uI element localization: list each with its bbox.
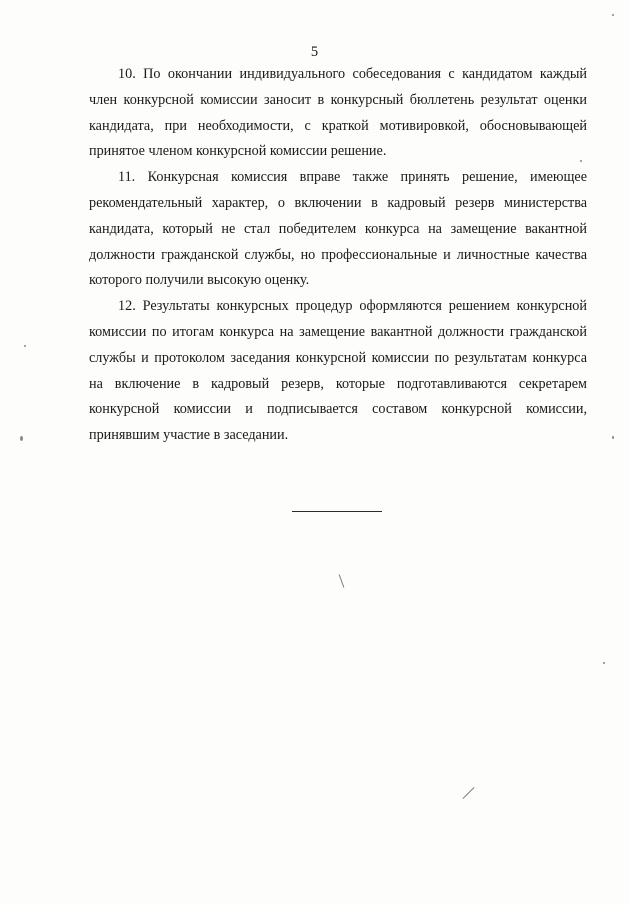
paragraph-12: 12. Результаты конкурсных процедур оформляются решением конкурсной комиссии по итогам конкурса на замещение вакантной должности гражданской службы и протоколом заседания конкурсной комиссии по результатам конкурса на включение в кадровый резерв, которые подготавливаются секретарем конкурсной комиссии и подписывается составом конкурсной комиссии, принявшим участие в заседании. [89, 298, 587, 444]
paragraph-10: 10. По окончании индивидуального собеседования с кандидатом каждый член конкурсной комиссии заносит в конкурсный бюллетень результат оценки кандидата, при необходимости, с краткой мотивировкой, обосновывающей принятое членом конкурсной комиссии решение. [89, 66, 587, 160]
paragraph-11: 11. Конкурсная комиссия вправе также принять решение, имеющее рекомендательный характер, о включении в кадровый резерв министерства кандидата, который не стал победителем конкурса на замещение вакантной должности гражданской службы, но профессиональные и личностные качества которого получили высокую оценку. [89, 169, 587, 289]
end-divider [292, 511, 382, 512]
page-number: 5 [310, 44, 319, 60]
document-body [89, 62, 587, 449]
scan-speck [20, 436, 23, 441]
scan-stroke [339, 574, 345, 587]
scan-speck [603, 662, 605, 664]
scan-speck [24, 345, 26, 347]
scan-speck [580, 160, 582, 162]
scan-speck [612, 14, 614, 16]
scan-speck [612, 436, 614, 439]
scan-stroke [462, 787, 474, 799]
